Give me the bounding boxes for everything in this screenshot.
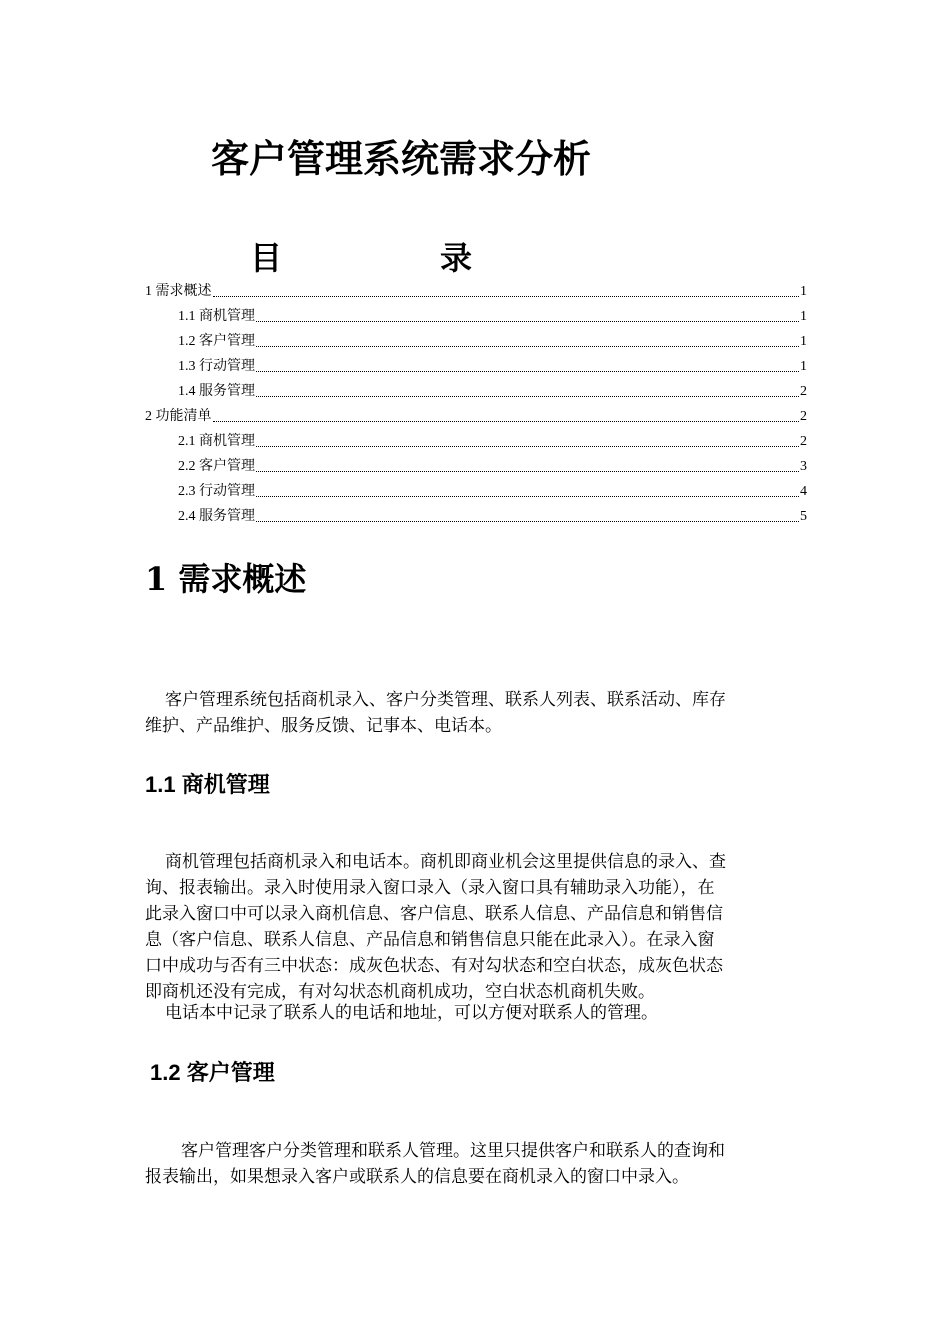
paragraph-line: 维护、产品维护、服务反馈、记事本、电话本。 <box>145 716 502 736</box>
toc-entry[interactable] <box>145 476 807 501</box>
toc-entry-label: 1.4 服务管理 <box>178 384 255 399</box>
toc-entry-page: 5 <box>800 509 807 524</box>
paragraph-line: 客户管理系统包括商机录入、客户分类管理、联系人列表、联系活动、库存 <box>165 690 726 710</box>
toc-leader-dots <box>256 346 799 347</box>
table-of-contents <box>145 276 807 526</box>
section-1-2-paragraph <box>145 1138 807 1190</box>
paragraph-line: 息（客户信息、联系人信息、产品信息和销售信息只能在此录入）。在录入窗 <box>145 930 715 950</box>
toc-leader-dots <box>213 296 800 297</box>
toc-entry-label: 2 功能清单 <box>145 409 212 424</box>
toc-entry-page: 1 <box>800 284 807 299</box>
toc-heading-left: 目 <box>250 239 283 277</box>
toc-entry-label: 2.1 商机管理 <box>178 434 255 449</box>
toc-leader-dots <box>256 521 799 522</box>
section-1-1-paragraph-2 <box>145 1000 807 1026</box>
toc-entry-label: 1.1 商机管理 <box>178 309 255 324</box>
toc-entry-page: 4 <box>800 484 807 499</box>
toc-entry[interactable] <box>145 351 807 376</box>
toc-entry[interactable] <box>145 376 807 401</box>
paragraph-line: 口中成功与否有三中状态：成灰色状态、有对勾状态和空白状态，成灰色状态 <box>145 956 723 976</box>
section-heading-1-1: 1.1 商机管理 <box>145 772 270 797</box>
toc-entry-label: 2.3 行动管理 <box>178 484 255 499</box>
toc-entry-page: 1 <box>800 359 807 374</box>
section-heading-1: 1 需求概述 <box>145 560 307 598</box>
toc-entry[interactable] <box>145 276 807 301</box>
toc-heading-right: 录 <box>440 239 473 277</box>
toc-leader-dots <box>256 321 799 322</box>
toc-entry-page: 2 <box>800 384 807 399</box>
section-1-paragraph <box>145 687 807 739</box>
paragraph-line: 报表输出，如果想录入客户或联系人的信息要在商机录入的窗口中录入。 <box>145 1167 689 1187</box>
document-title: 客户管理系统需求分析 <box>211 136 592 181</box>
toc-entry[interactable] <box>145 451 807 476</box>
section-1-1-paragraph <box>145 849 807 1005</box>
toc-entry-label: 1.2 客户管理 <box>178 334 255 349</box>
toc-leader-dots <box>256 496 799 497</box>
toc-entry-page: 2 <box>800 409 807 424</box>
toc-entry-label: 2.2 客户管理 <box>178 459 255 474</box>
paragraph-line: 商机管理包括商机录入和电话本。商机即商业机会这里提供信息的录入、查 <box>165 852 726 872</box>
toc-entry[interactable] <box>145 426 807 451</box>
section-heading-1-2: 1.2 客户管理 <box>150 1060 275 1085</box>
toc-leader-dots <box>213 421 800 422</box>
paragraph-line: 此录入窗口中可以录入商机信息、客户信息、联系人信息、产品信息和销售信 <box>145 904 723 924</box>
toc-entry[interactable] <box>145 326 807 351</box>
toc-entry[interactable] <box>145 501 807 526</box>
paragraph-line: 即商机还没有完成，有对勾状态机商机成功，空白状态机商机失败。 <box>145 982 655 1002</box>
toc-leader-dots <box>256 446 799 447</box>
toc-entry-label: 1 需求概述 <box>145 284 212 299</box>
toc-entry-page: 3 <box>800 459 807 474</box>
toc-leader-dots <box>256 396 799 397</box>
toc-entry-label: 2.4 服务管理 <box>178 509 255 524</box>
toc-entry-page: 1 <box>800 334 807 349</box>
toc-entry-page: 2 <box>800 434 807 449</box>
paragraph-line: 客户管理客户分类管理和联系人管理。这里只提供客户和联系人的查询和 <box>181 1141 725 1161</box>
paragraph-line: 电话本中记录了联系人的电话和地址，可以方便对联系人的管理。 <box>165 1003 658 1023</box>
toc-leader-dots <box>256 371 799 372</box>
toc-entry[interactable] <box>145 401 807 426</box>
toc-entry[interactable] <box>145 301 807 326</box>
paragraph-line: 询、报表输出。录入时使用录入窗口录入（录入窗口具有辅助录入功能），在 <box>145 878 715 898</box>
toc-entry-label: 1.3 行动管理 <box>178 359 255 374</box>
toc-leader-dots <box>256 471 799 472</box>
toc-entry-page: 1 <box>800 309 807 324</box>
